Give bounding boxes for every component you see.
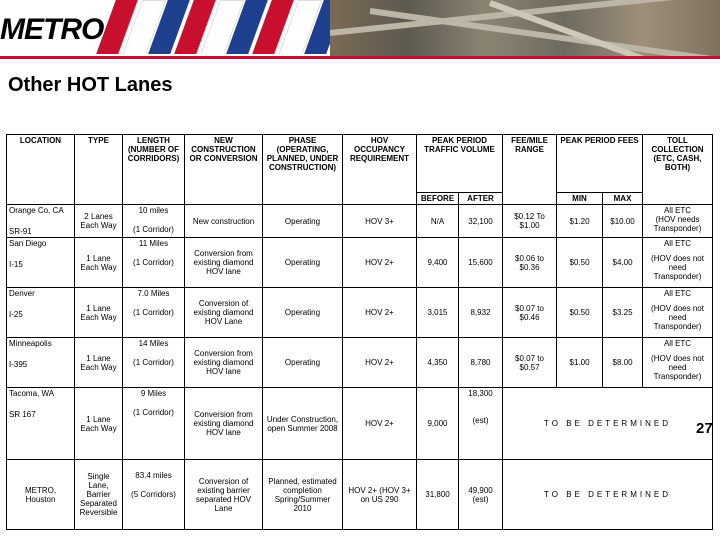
cell-min: $0.50	[557, 238, 603, 288]
cell-length: 9 Miles (1 Corridor)	[123, 388, 185, 460]
col-hov: HOV OCCUPANCY REQUIREMENT	[343, 135, 417, 205]
metro-logo	[0, 3, 104, 51]
cell-construction: Conversion of existing barrier separated HOV Lane	[185, 460, 263, 530]
cell-length: 10 miles (1 Corridor)	[123, 205, 185, 238]
header-divider	[0, 56, 720, 59]
page-number: 27	[696, 420, 713, 437]
cell-tbd: TO BE DETERMINED	[503, 460, 713, 530]
header-banner	[0, 0, 720, 56]
cell-hov: HOV 2+	[343, 388, 417, 460]
cell-hov: HOV 2+	[343, 338, 417, 388]
col-peak-fees: PEAK PERIOD FEES	[557, 135, 643, 193]
cell-after: 8,780	[459, 338, 503, 388]
cell-fee: $0.06 to $0.36	[503, 238, 557, 288]
sub-max: MAX	[603, 193, 643, 205]
cell-min: $1.00	[557, 338, 603, 388]
cell-phase: Operating	[263, 205, 343, 238]
cell-before: 4,350	[417, 338, 459, 388]
cell-type: 1 Lane Each Way	[75, 238, 123, 288]
cell-length: 11 Miles (1 Corridor)	[123, 238, 185, 288]
col-peak-traffic: PEAK PERIOD TRAFFIC VOLUME	[417, 135, 503, 193]
cell-after: 49,900 (est)	[459, 460, 503, 530]
cell-toll: All ETC (HOV does not need Transponder)	[643, 338, 713, 388]
table-row	[7, 338, 713, 388]
cell-before: N/A	[417, 205, 459, 238]
table-row	[7, 238, 713, 288]
cell-phase: Planned, estimated completion Spring/Summer 2010	[263, 460, 343, 530]
cell-hov: HOV 2+ (HOV 3+ on US 290	[343, 460, 417, 530]
cell-type: 1 Lane Each Way	[75, 388, 123, 460]
logo-stripes	[96, 0, 364, 54]
logo-text: METRO	[0, 13, 104, 46]
cell-max: $3.25	[603, 288, 643, 338]
cell-toll: All ETC (HOV does not need Transponder)	[643, 238, 713, 288]
col-new-construction: NEW CONSTRUCTION OR CONVERSION	[185, 135, 263, 205]
cell-location: Denver I-25	[7, 288, 75, 338]
cell-location: Minneapolis I-395	[7, 338, 75, 388]
cell-phase: Operating	[263, 238, 343, 288]
cell-max: $4.00	[603, 238, 643, 288]
cell-toll: All ETC (HOV needs Transponder)	[643, 205, 713, 238]
slide-title: Other HOT Lanes	[8, 74, 173, 96]
col-type: TYPE	[75, 135, 123, 205]
cell-location: Tacoma, WA SR 167	[7, 388, 75, 460]
table-row	[7, 460, 713, 530]
col-location: LOCATION	[7, 135, 75, 205]
cell-fee: $0.07 to $0.57	[503, 338, 557, 388]
cell-hov: HOV 2+	[343, 238, 417, 288]
table-row	[7, 288, 713, 338]
cell-max: $8.00	[603, 338, 643, 388]
cell-after: 18,300 (est)	[459, 388, 503, 460]
cell-phase: Operating	[263, 338, 343, 388]
cell-fee: $0.07 to $0.46	[503, 288, 557, 338]
col-phase: PHASE (OPERATING, PLANNED, UNDER CONSTRUCTION)	[263, 135, 343, 205]
cell-type: 1 Lane Each Way	[75, 288, 123, 338]
cell-toll: All ETC (HOV does not need Transponder)	[643, 288, 713, 338]
cell-construction: New construction	[185, 205, 263, 238]
cell-type: 2 Lanes Each Way	[75, 205, 123, 238]
cell-construction: Conversion from existing diamond HOV lane	[185, 388, 263, 460]
cell-length: 7.0 Miles (1 Corridor)	[123, 288, 185, 338]
col-length: LENGTH (NUMBER OF CORRIDORS)	[123, 135, 185, 205]
cell-length: 83.4 miles (5 Corridors)	[123, 460, 185, 530]
cell-location: METRO, Houston	[7, 460, 75, 530]
cell-construction: Conversion of existing diamond HOV Lane	[185, 288, 263, 338]
cell-phase: Under Construction, open Summer 2008	[263, 388, 343, 460]
cell-location: San Diego I-15	[7, 238, 75, 288]
cell-fee: $0.12 To $1.00	[503, 205, 557, 238]
cell-hov: HOV 3+	[343, 205, 417, 238]
cell-min: $1.20	[557, 205, 603, 238]
cell-max: $10.00	[603, 205, 643, 238]
hot-lanes-table	[6, 134, 713, 530]
header-row	[7, 135, 713, 193]
cell-phase: Operating	[263, 288, 343, 338]
cell-after: 32,100	[459, 205, 503, 238]
col-fee-mile: FEE/MILE RANGE	[503, 135, 557, 205]
cell-before: 9,000	[417, 388, 459, 460]
sub-min: MIN	[557, 193, 603, 205]
cell-after: 15,600	[459, 238, 503, 288]
cell-type: 1 Lane Each Way	[75, 338, 123, 388]
cell-location: Orange Co. CA SR-91	[7, 205, 75, 238]
cell-type: Single Lane, Barrier Separated Reversible	[75, 460, 123, 530]
cell-before: 9,400	[417, 238, 459, 288]
cell-construction: Conversion from existing diamond HOV lane	[185, 338, 263, 388]
sub-after: AFTER	[459, 193, 503, 205]
sub-before: BEFORE	[417, 193, 459, 205]
cell-min: $0.50	[557, 288, 603, 338]
table-row	[7, 205, 713, 238]
cell-before: 3,015	[417, 288, 459, 338]
cell-before: 31,800	[417, 460, 459, 530]
cell-construction: Conversion from existing diamond HOV lane	[185, 238, 263, 288]
cell-hov: HOV 2+	[343, 288, 417, 338]
cell-after: 8,932	[459, 288, 503, 338]
col-toll: TOLL COLLECTION (ETC, CASH, BOTH)	[643, 135, 713, 205]
cell-tbd: TO BE DETERMINED	[503, 388, 713, 460]
cell-length: 14 Miles (1 Corridor)	[123, 338, 185, 388]
freeway-photo	[330, 0, 720, 56]
table-row	[7, 388, 713, 460]
